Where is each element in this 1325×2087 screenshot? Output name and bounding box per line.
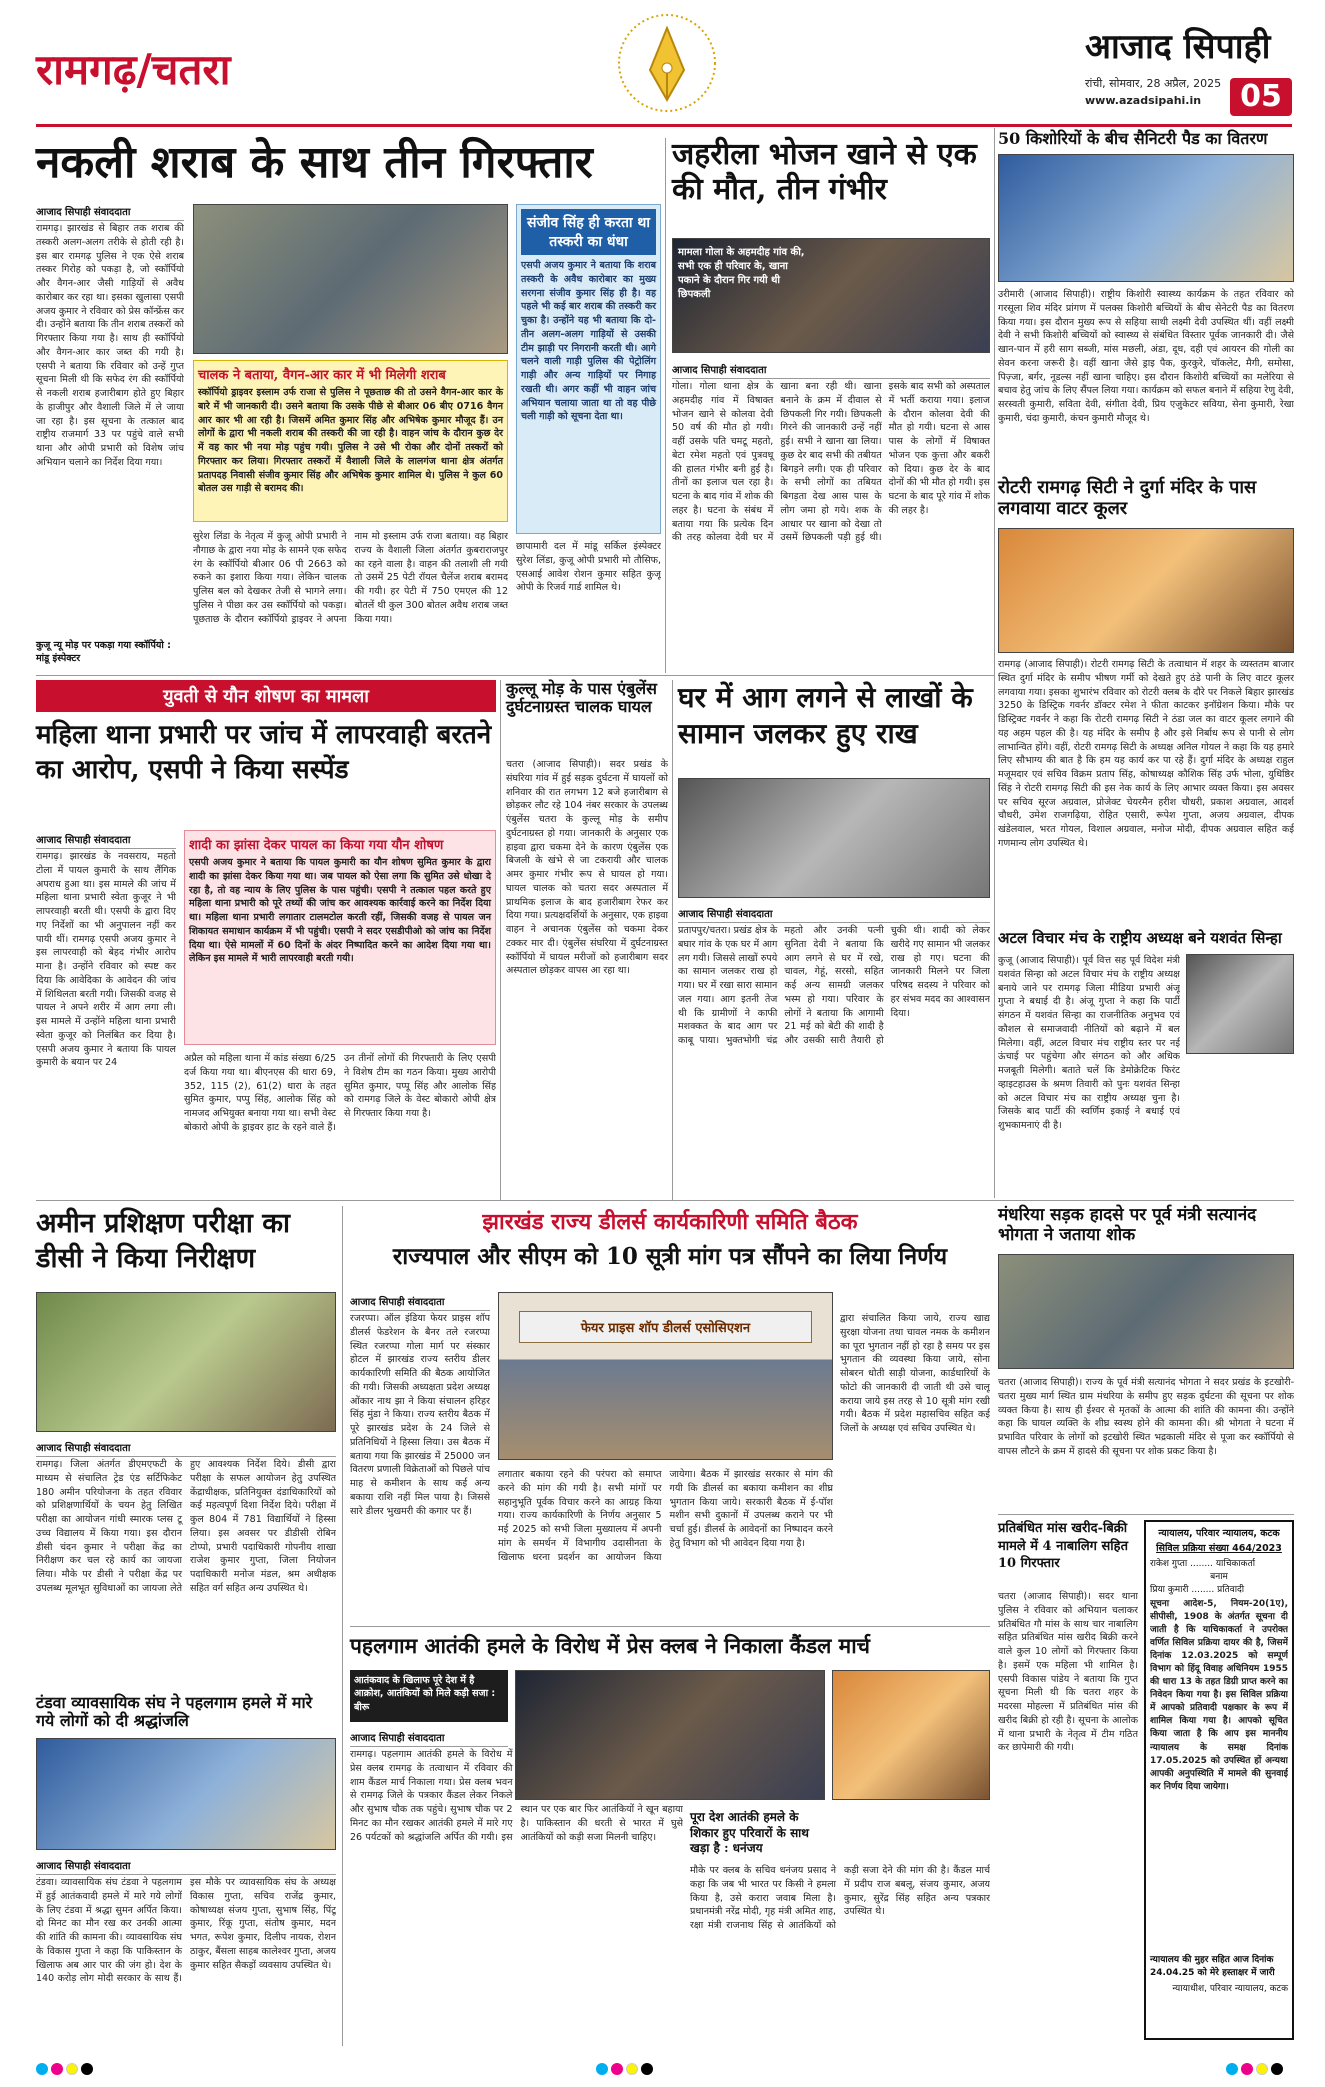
color-dots-left bbox=[36, 2060, 96, 2079]
headline: कुल्लू मोड़ के पास एंबुलेंस दुर्घटनाग्रस्त चालक घायल bbox=[506, 679, 657, 717]
petitioner: राकेश गुप्ता ........ याचिकाकर्ता bbox=[1150, 1559, 1256, 1569]
photo-note: मामला गोला के अहमदीह गांव की, सभी एक ही परिवार के, खाना पकाने के दौरान गिर गयी थी छिपकली bbox=[678, 247, 805, 300]
story-pads bbox=[998, 130, 1294, 475]
column-rule bbox=[994, 128, 995, 1198]
story-bhogta bbox=[998, 1206, 1294, 1511]
news-photo-police bbox=[193, 204, 508, 354]
inset-heading: चालक ने बताया, वैगन-आर कार में भी मिलेगी शराब bbox=[198, 368, 446, 383]
story-body: चतरा (आजाद सिपाही)। सदर थाना पुलिस ने रविवार को अभियान चलाकर प्रतिबंधित गौ मांस के साथ चार नाबालिग सहित प्रतिबंधित मांस खरीद बिक्री करने वाले कुल 10 लोगों को गिरफ्तार किया है। इसमें एक महिला भी शामिल है। एसपी विकास पांडेय ने बताया कि गुप्त सूचना मिली थी कि चतरा शहर के मदरसा मोहल्ला में प्रतिबंधित मांस की खरीद बिक्री हो रही है। सूचना के आलोक में थाना प्रभारी के नेतृत्व में टीम गठित कर छापेमारी की गयी। bbox=[998, 1591, 1138, 1754]
signature: न्यायाधीश, परिवार न्यायालय, कटक bbox=[1172, 1984, 1288, 1994]
masthead-rule bbox=[36, 124, 1292, 127]
story-sexual bbox=[36, 680, 496, 1200]
kicker: झारखंड राज्य डीलर्स कार्यकारिणी समिति बैठक bbox=[482, 1209, 858, 1235]
news-photo-bhogta bbox=[998, 1254, 1294, 1369]
inset-box bbox=[350, 1670, 508, 1722]
story-body-mid: सुरेश लिंडा के नेतृत्व में कुजू ओपी प्रभारी ने नौगाछ के द्वारा नया मोड़ के सामने एक सफेद रंग के स्कॉर्पियो बीआर 06 पी 2663 को रुकने का इशारा किया गया। लेकिन चालक पुलिस बल को देखकर तेजी से भागने लगा। पुलिस ने पीछा कर उस स्कॉर्पियो को पकड़ा। पूछताछ के दौरान स्कॉर्पियो ड्राइवर ने अपना नाम मो इस्लाम उर्फ राजा बताया। वह बिहार राज्य के वैशाली जिला अंतर्गत कुबराराजपुर का रहने वाला है। वाहन की तलाशी ली गयी तो उसमें 25 पेटी रॉयल चैलेंज शराब बरामद की गयी। हर पेटी में 750 एमएल की 12 बोतलें थी कुल 300 बोतल अवैध शराब जब्त किया गया। bbox=[193, 531, 508, 625]
yellow-dot bbox=[626, 2063, 638, 2075]
column-rule bbox=[500, 680, 501, 1200]
inset-heading: शादी का झांसा देकर पायल का किया गया यौन शोषण bbox=[189, 838, 444, 853]
inset-text: स्कॉर्पियो ड्राइवर इस्लाम उर्फ राजा से पुलिस ने पूछताछ की तो उसने वैगन-आर कार के बारे में भी जानकारी दी। उसने बताया कि उसके पीछे से बीआर 06 बीए 0716 वैगन आर कार भी आ रही है। जिसमें अमित कुमार सिंह और अभिषेक कुमार मौजूद हैं। उन लोगों के द्वारा भी नकली शराब की तस्करी की जा रही है। वाहन जांच के दौरान कुछ देर में वह कार भी नया मोड़ पहुंच गयी। पुलिस ने उसे भी रोका और दोनों तस्करों को गिरफ्तार कर लिया। गिरफ्तार तस्करों में वैशाली जिले के लालगंज थाना क्षेत्र अंतर्गत प्रतापदह निवासी संजीव कुमार सिंह और अभिषेक कुमार शामिल थे। पुलिस ने कुल 60 बोतल उस गाड़ी से बरामद की। bbox=[198, 387, 503, 495]
sub-heading: पूरा देश आतंकी हमले के शिकार हुए परिवारों के साथ खड़ा है : धनंजय bbox=[690, 1810, 809, 1856]
story-body: उरीमारी (आजाद सिपाही)। राष्ट्रीय किशोरी स्वास्थ्य कार्यक्रम के तहत रविवार को गरसूला शिव मंदिर प्रांगण में पलक्स किशोरी बच्चियों के बीच सेनेटरी पैड का वितरण किया गया। इस दौरान मुख्य रूप से सहिया साथी लक्ष्मी देवी उपस्थित थीं। वहीं लक्ष्मी देवी ने सभी किशोरी बच्चियों को स्वास्थ्य से संबंधित विस्तार पूर्वक जानकारी दी। जैसे खान-पान में हरी साग सब्जी, मांस मछली, अंडा, दूध, दही एवं आयरन की गोली का सेवन करना जरूरी है। वहीं खाना जैसे ड्राइ पैक, कुरकुरे, चॉकलेट, मैगी, समोसा, पिज़्जा, बर्गर, नूडल्स नहीं खाना चाहिए। इस दौरान किशोरी बच्चियों का मलेरिया से बचाव हेतु जांच के लिए सैंपल लिया गया। कार्यक्रम को सफल बनाने में सहिया रेणु देवी, सरस्वती कुमारी, सविता देवी, संगीता देवी, प्रिय एजुकेटर सविया, सेना कुमारी, रेखा कुमारी, चंदा कुमारी, कंचन कुमारी मौजूद थे। bbox=[998, 289, 1294, 424]
versus: बनाम bbox=[1210, 1572, 1228, 1582]
side-box bbox=[516, 204, 661, 534]
section-title: रामगढ़/चतरा bbox=[36, 45, 231, 94]
story-body-left: रजरप्पा। ऑल इंडिया फेयर प्राइस शॉप डीलर्स फेडरेशन के बैनर तले रजरप्पा स्थित रजरप्पा गोला मार्ग पर संस्कार होटल में झारखंड राज्य स्तरीय डीलर कार्यकारिणी समिति की बैठक आयोजित की गयी। जिसकी अध्यक्षता प्रदेश अध्यक्ष ओंकार नाथ झा ने किया संचालन हरिहर सिंह मुंडा ने किया। राज्य स्तरीय बैठक में पूरे झारखंड प्रदेश के 24 जिले से प्रतिनिधियों ने हिस्सा लिया। उस बैठक में बताया गया कि झारखंड में 25000 जन वितरण प्रणाली विक्रेताओं को पिछले पांच माह से कमीशन के साथ कई अन्य बकाया राशि नहीं मिल पाया है। जिससे सारे डीलर भुखमरी की कगार पर हैं। bbox=[350, 1313, 490, 1517]
news-photo-cooler bbox=[998, 528, 1294, 653]
headline: अटल विचार मंच के राष्ट्रीय अध्यक्ष बने यशवंत सिन्हा bbox=[998, 929, 1282, 947]
color-registration-bar bbox=[36, 2060, 1294, 2076]
respondent: प्रिया कुमारी ........ प्रतिवादी bbox=[1150, 1585, 1245, 1595]
news-photo-candle bbox=[515, 1670, 825, 1800]
story-body-left: रामगढ़। झारखंड के नवसराय, महतो टोला में पायल कुमारी के साथ लैंगिक अपराध हुआ था। इस मामले की जांच में महिला थाना प्रभारी स्वेता कुजूर ने भी लापरवाही बरती थी। एसपी के द्वारा दिए गए निर्देशों का भी अनुपालन नहीं कर पायी थीं। रामगढ़ एसपी अजय कुमार ने इस लापरवाही को बेहद गंभीर आरोप माना है। उन्होंने रविवार को स्पष्ट कर दिया कि आवेदिका के आवेदन की जांच में शिथिलता बरती गयी। जिसकी वजह से पायल ने अपने शरीर में आग लगा ली। इस मामले में उन्होंने महिला थाना प्रभारी स्वेता कुजूर को निलंबित कर दिया है। एसपी अजय कुमार ने बताया कि पायल कुमारी के बयान पर 24 bbox=[36, 851, 176, 1069]
news-photo-exam bbox=[36, 1292, 336, 1432]
news-photo-meeting bbox=[498, 1292, 833, 1460]
cyan-dot bbox=[1226, 2063, 1238, 2075]
black-dot bbox=[81, 2063, 93, 2075]
banner-text: फेयर प्राइस शॉप डीलर्स एसोसिएशन bbox=[519, 1311, 812, 1343]
kicker: युवती से यौन शोषण का मामला bbox=[36, 680, 496, 712]
yellow-dot bbox=[1256, 2063, 1268, 2075]
paper-name: आजाद सिपाही bbox=[1085, 27, 1271, 67]
story-body-left: रामगढ़। झारखंड से बिहार तक शराब की तस्करी अलग-अलग तरीके से होती रही है। इस बार रामगढ़ पुलिस ने एक ऐसे शराब तस्कर गिरोह को पकड़ा है, जो स्कॉर्पियो और वैगन-आर जैसी गाड़ियों से अवैध कारोबार कर रहा था। इसका खुलासा एसपी अजय कुमार ने रविवार को प्रेस कॉन्फ्रेंस कर दी। उन्होंने बताया कि तीन शराब तस्करों को गिरफ्तार किया गया है। साथ ही स्कॉर्पियो और वैगन-आर कार जब्त की गयी है। एसपी ने बताया कि रविवार को उन्हें गुप्त सूचना मिली थी कि सफेद रंग की स्कॉर्पियो से नकली शराब हजारीबाग होते हुए बिहार के हाजीपुर और वैशाली जिले में ले जाया जा रहा है। इस सूचना के तत्काल बाद राष्ट्रीय राजमार्ग 33 पर पहुंचे वाले सभी थाना और ओपी प्रभारी को विशेष जांच अभियान चलाने का निर्देश दिया गया। bbox=[36, 223, 184, 469]
color-dots-mid bbox=[596, 2060, 656, 2079]
notice-text: सूचना आदेश-5, नियम-20(1ए), सीपीसी, 1908 के अंतर्गत सूचना दी जाती है कि याचिकाकर्ता ने उपरोक्त वर्णित सिविल प्रक्रिया दायर की है, जिसमें दिनांक 12.03.2025 को सम्पूर्ण विभाग को हिंदू विवाह अधिनियम 1955 की धारा 13 के तहत डिग्री प्राप्त करने का निवेदन किया गया है। इस सिविल प्रक्रिया में आपको प्रतिवादी पक्षकार के रूप में शामिल किया गया है। आपको सूचित किया जाता है कि आप इस माननीय न्यायालय के समक्ष दिनांक 17.05.2025 को उपस्थित हों अन्यथा आपकी अनुपस्थिति में मामले की सुनवाई कर निर्णय दिया जायेगा। bbox=[1150, 1599, 1288, 1792]
news-photo-tribute bbox=[36, 1738, 336, 1850]
court: न्यायालय, परिवार न्यायालय, कटक bbox=[1158, 1528, 1280, 1539]
story-body: चतरा (आजाद सिपाही)। राज्य के पूर्व मंत्री सत्यानंद भोगता ने सदर प्रखंड के इटखोरी-चतरा मुख्य मार्ग स्थित ग्राम मंधरिया के समीप हुए सड़क दुर्घटना की सूचना पर शोक व्यक्त किया है। साथ ही ईश्वर से मृतकों के आत्मा की शांति की कामना की। उन्होंने कहा कि घायल व्यक्ति के शीघ्र स्वस्थ होने की कामना की। श्री भोगता ने घटना में प्रभावित परिवार के लोगों को इटखोरी स्थित भद्रकाली मंदिर से पूजा कर स्कॉर्पियो से वापस लौटने के क्रम में हादसे की सूचना पर शोक प्रकट किया है। bbox=[998, 1377, 1294, 1457]
headline: जहरीला भोजन खाने से एक की मौत, तीन गंभीर bbox=[672, 137, 977, 207]
inset-box bbox=[184, 830, 496, 1045]
headline: 50 किशोरियों के बीच सैनिटरी पैड का वितरण bbox=[998, 129, 1268, 148]
headline: घर में आग लगने से लाखों के सामान जलकर हुए राख bbox=[678, 681, 973, 751]
story-minor bbox=[998, 1520, 1138, 2040]
story-body: रामगढ़ (आजाद सिपाही)। रोटरी रामगढ़ सिटी के तत्वाधान में शहर के व्यस्ततम बाजार स्थित दुर्गा मंदिर के समीप भीषण गर्मी को देखते हुए ठंडे पानी के लिए वाटर कूलर लगवाया गया। इसका शुभारंभ रविवार को रोटरी क्लब के दौरे पर निकले बिहार झारखंड 3250 के डिस्ट्रिक गवर्नर डॉक्टर रमेश ने फीता काटकर इनॉग्रेशन किया। मौके पर डिस्ट्रिक्ट गवर्नर ने कहा कि रोटरी रामगढ़ सिटी ने ठंडा जल का वाटर कूलर लगाने की यह अहम पहल की है। यह मंदिर के समीप है और इसे निर्बाध रूप से पानी से लोग लाभान्वित होंगे। वहीं, रोटरी रामगढ़ सिटी के अध्यक्ष अनिल गोयल ने कहा कि यह हमारे लिए सौभाग्य की बात है कि हम यह कार्य कर पा रहे हैं। दुर्गा मंदिर के अध्यक्ष राहुल मजूमदार एवं सचिव विक्रम प्रताप सिंह, कोषाध्यक्ष कौशिक सिंह उर्फ भोला, युधिष्ठिर सिंह ने रोटरी रामगढ़ सिटी की इस नेक कार्य के लिए आभार व्यक्त किया। इस अवसर पर सचिव सूरज अग्रवाल, प्रोजेक्ट चेयरमैन हरीश चौधरी, प्रकाश अग्रवाल, आदर्श चौधरी, उमेश राजगढ़िया, रोहित एसारी, रूपेश गुप्ता, अजय अग्रवाल, दीपक खंडेलवाल, भरत गोयल, विशाल अग्रवाल, मनोज मोदी, दीपक अग्रवाल सहित कई गणमान्य लोग उपस्थित थे। bbox=[998, 659, 1294, 849]
headline: पहलगाम आतंकी हमले के विरोध में प्रेस क्लब ने निकाला कैंडल मार्च bbox=[350, 1633, 870, 1658]
masthead bbox=[0, 0, 1325, 128]
column-rule bbox=[342, 1206, 343, 2046]
story-body: रामगढ़। जिला अंतर्गत डीएमएफटी के माध्यम से संचालित ट्रेड एंड सर्टिफिकेट 180 अमीन परियोजना के तहत रविवार को प्रशिक्षणार्थियों के चयन हेतु लिखित परीक्षा का आयोजन गांधी स्मारक प्लस टू उच्च विद्यालय में किया गया। इस दौरान डीसी चंदन कुमार ने परीक्षा केंद्र का निरीक्षण कर चल रहे कार्य का जायजा लिया। मौके पर डीसी ने परीक्षा केंद्र पर उपलब्ध मूलभूत सुविधाओं का जायजा लेते हुए आवश्यक निर्देश दिये। डीसी द्वारा परीक्षा के सफल आयोजन हेतु उपस्थित केंद्राधीक्षक, प्रतिनियुक्त दंडाधिकारियों को कई महत्वपूर्ण दिशा निर्देश दिये। परीक्षा में कुल 804 में 781 विद्यार्थियों ने हिस्सा लिया। इस अवसर पर डीडीसी रोबिन टोप्पो, प्रभारी पदाधिकारी गोपनीय शाखा राजेश कुमार गुप्ता, जिला नियोजन पदाधिकारी मनोज मंडल, श्रम अधीक्षक सहित वर्ग सहित अन्य उपस्थित थे। bbox=[36, 1459, 336, 1594]
byline: आजाद सिपाही संवाददाता bbox=[36, 830, 176, 849]
story-poison bbox=[672, 138, 990, 673]
headline: टंडवा व्यावसायिक संघ ने पहलगाम हमले में मारे गये लोगों को दी श्रद्धांजलि bbox=[36, 1693, 313, 1731]
sub-body: मौके पर क्लब के सचिव धनंजय प्रसाद ने कहा कि जब भी भारत पर किसी ने हमला किया है, उसे करारा जवाब मिला है। प्रधानमंत्री नरेंद्र मोदी, गृह मंत्री अमित शाह, रक्षा मंत्री राजनाथ सिंह से आतंकियों को कड़ी सजा देने की मांग की है। कैंडल मार्च में प्रदीप राज बबलू, संजय कुमार, अजय कुमार, सुरेंद्र सिंह सहित अन्य पत्रकार उपस्थित थे। bbox=[690, 1865, 990, 1932]
row-rule bbox=[36, 675, 994, 676]
row-rule bbox=[998, 1514, 1294, 1515]
row-rule bbox=[350, 1626, 990, 1627]
story-body-far: द्वारा संचालित किया जाये, राज्य खाद्य सुरक्षा योजना तथा चावल नमक के कमीशन का पूरा भुगतान नहीं हो रहा है समय पर इस भुगतान की व्यवस्था किया जाये, सोना सोबरन धोती साड़ी योजना, कार्डधारियों के फोटो की जानकारी दी जाती थी उसे चालू कराया जाये इस तरह से 10 सूत्री मांग रखी गयी। बैठक में प्रदेश महासचिव सहित कई जिलों के अध्यक्ष एवं सचिव उपस्थित थे। bbox=[840, 1313, 990, 1435]
story-kuju bbox=[506, 680, 668, 1200]
side-box-heading: संजीव सिंह ही करता था तस्करी का धंधा bbox=[521, 209, 656, 255]
headline: रोटरी रामगढ़ सिटी ने दुर्गा मंदिर के पास लगवाया वाटर कूलर bbox=[998, 477, 1257, 519]
news-photo-fire bbox=[678, 778, 990, 898]
black-dot bbox=[1271, 2063, 1283, 2075]
column-rule bbox=[672, 680, 673, 1200]
inset-text: आतंकवाद के खिलाफ पूरे देश में है आक्रोश, आतंकियों को मिले कड़ी सजा : बीरू bbox=[354, 1675, 496, 1713]
byline: आजाद सिपाही संवाददाता bbox=[678, 904, 990, 923]
story-body: गोला। गोला थाना क्षेत्र के अहमदीह गांव में विषाक्त भोजन खाने से कोलवा देवी 50 वर्ष की मौत हो गयी। वहीं उसके पति चमटू महतो, बेटा रमेश महतो एवं पुत्रवधू की हालत गंभीर बनी हुई है। तीनों का इलाज चल रहा है। घटना के बाद गांव में शोक की लहर है। घटना के संबंध में बताया गया कि प्रत्येक दिन की तरह कोलवा देवी घर में खाना बना रही थी। खाना बनाने के क्रम में दीवाल से छिपकली गिर गयी। छिपकली गिरने की जानकारी उन्हें नहीं हुई। सभी ने खाना खा लिया। कुछ देर बाद सभी की तबीयत बिगड़ने लगी। एक ही परिवार के सभी लोगों का तबियत बिगड़ता देख आस पास के लोग जमा हो गये। शक के आधार पर खाना को देखा तो उसमें छिपकली पड़ी हुई थी। इसके बाद सभी को अस्पताल में भर्ती कराया गया। इलाज के दौरान कोलवा देवी की मौत हो गयी। घटना से आस पास के लोगों में विषाक्त भोजन एक कुत्ता और बकरी को दिया। कुछ देर के बाद दोनों की भी मौत हो गयी। इस घटना के बाद पूरे गांव में शोक की लहर है। bbox=[672, 381, 990, 544]
headline: मंधरिया सड़क हादसे पर पूर्व मंत्री सत्यानंद भोगता ने जताया शोक bbox=[998, 1205, 1257, 1245]
headline: राज्यपाल और सीएम को 10 सूत्री मांग पत्र सौंपने का लिया निर्णय bbox=[392, 1243, 948, 1270]
page-number: 05 bbox=[1230, 78, 1292, 116]
byline: आजाद सिपाही संवाददाता bbox=[36, 202, 184, 221]
story-cooler bbox=[998, 478, 1294, 928]
headline: महिला थाना प्रभारी पर जांच में लापरवाही बरतने का आरोप, एसपी ने किया सस्पेंड bbox=[36, 720, 492, 786]
story-body: कुजू (आजाद सिपाही)। पूर्व वित्त सह पूर्व विदेश मंत्री यशवंत सिन्हा को अटल विचार मंच के राष्ट्रीय अध्यक्ष बनाये जाने पर रामगढ़ जिला मीडिया प्रभारी अंजू गुप्ता ने बधाई दी है। अंजू गुप्ता ने कहा कि पार्टी संगठन में यशवंत सिन्हा का राजनीतिक अनुभव एवं कौशल से समाजवादी नीतियों को बढ़ाने में बल मिलेगा। वहीं, अटल विचार मंच राष्ट्रीय स्तर पर नई ऊंचाई पर पहुंचेगा और संगठन को और अधिक मजबूती मिलेगी। बताते चलें कि डेमोक्रेटिक फिरंट व्हाइटहाउस के श्रमण तिवारी को पुनः यशवंत सिन्हा को अटल विचार मंच का राष्ट्रीय अध्यक्ष चुना है। जिसके बाद पार्टी की स्वर्णिम इकाई ने बधाई एवं शुभकामनाएं दी है। bbox=[998, 955, 1180, 1132]
pen-nib-icon bbox=[612, 8, 722, 118]
news-photo-girls bbox=[998, 154, 1294, 282]
story-fire bbox=[678, 680, 990, 1200]
yellow-dot bbox=[66, 2063, 78, 2075]
story-body-right: छापामारी दल में मांडू सर्किल इंस्पेक्टर सुरेश लिंडा, कुजू ओपी प्रभारी मो तौसिफ, एसआई आवेश रोशन कुमार सहित कुजू ओपी के रिजर्व गार्ड शामिल थे। bbox=[516, 541, 661, 594]
magenta-dot bbox=[611, 2063, 623, 2075]
row-rule bbox=[36, 1200, 1294, 1201]
headline: नकली शराब के साथ तीन गिरफ्तार bbox=[36, 137, 593, 188]
magenta-dot bbox=[51, 2063, 63, 2075]
story-pahalgam bbox=[350, 1634, 990, 2046]
headline: अमीन प्रशिक्षण परीक्षा का डीसी ने किया निरीक्षण bbox=[36, 1208, 291, 1275]
story-sinha bbox=[998, 930, 1294, 1200]
black-dot bbox=[641, 2063, 653, 2075]
story-exam bbox=[36, 1206, 336, 1691]
story-liquor bbox=[36, 138, 661, 673]
byline: आजाद सिपाही संवाददाता bbox=[36, 1438, 336, 1457]
cyan-dot bbox=[596, 2063, 608, 2075]
inset-text: एसपी अजय कुमार ने बताया कि पायल कुमारी का यौन शोषण सुमित कुमार के द्वारा शादी का झांसा देकर किया गया था। जब पायल को ऐसा लगा कि सुमित उसे धोखा दे रहा है, तो वह न्याय के लिए पुलिस के पास पहुंची। एसपी ने तत्काल पहल करते हुए महिला थाना प्रभारी को पूरे तथ्यों की जांच कर आवश्यक कार्रवाई करने का निर्देश दिया था। महिला थाना प्रभारी लगातार टालमटोल करती रहीं, जिसकी वजह से पायल जन शिकायत समाधान कार्यक्रम में भी पहुंची। एसपी ने सदर एसडीपीओ को जांच का निर्देश दिया था। ऐसे मामलों में 60 दिनों के अंदर निष्पादित करने का आदेश दिया गया था। लेकिन इस मामले में भारी लापरवाही बरती गयी। bbox=[189, 857, 491, 965]
notice-footer: न्यायालय की मुहर सहित आज दिनांक 24.04.25 को मेरे हस्ताक्षर में जारी bbox=[1150, 1955, 1275, 1978]
byline: आजाद सिपाही संवाददाता bbox=[36, 1856, 336, 1875]
story-body: प्रतापपुर/चतरा। प्रखंड क्षेत्र के बघार गांव के एक घर में आग लग गयी। जिससे लाखों रुपये का सामान जलकर राख हो गया। घर में रखा सारा सामान जल गया। आग इतनी तेज थी कि ग्रामीणों ने काफी मशक्कत के बाद आग पर काबू पाया। भुक्तभोगी चंद्र महतो और उनकी पत्नी सुनिता देवी ने बताया कि आग लगने से घर में रखे, चावल, गेहूं, सरसो, सहित कई अन्य सामग्री जलकर भस्म हो गया। परिवार के लोगों ने बताया कि आगामी 21 मई को बेटी की शादी है और उसकी सारी तैयारी हो चुकी थी। शादी को लेकर खरीदे गए सामान भी जलकर राख हो गए। घटना की जानकारी मिलने पर जिला परिषद सदस्य ने परिवार को हर संभव मदद का आश्वासन दिया। bbox=[678, 925, 990, 1047]
magenta-dot bbox=[1241, 2063, 1253, 2075]
column-rule bbox=[665, 138, 666, 673]
color-dots-right bbox=[1226, 2060, 1286, 2079]
side-box-text: एसपी अजय कुमार ने बताया कि शराब तस्करी के अवैध कारोबार का मुख्य सरगना संजीव कुमार सिंह ही है। वह पहले भी कई बार शराब की तस्करी कर चुका है। उन्होंने यह भी बताया कि दो-तीन अलग-अलग गाड़ियों से उसकी टीम झाड़ी पर निगरानी करती थी। आगे चलने वाली गाड़ी पुलिस की पेट्रोलिंग गाड़ी और अन्य गाड़ियों पर निगाह रखती थी। अगर कहीं भी वाहन जांच अभियान चलाया जाता था तो वह पीछे चली गाड़ी को सूचना देता था। bbox=[521, 260, 656, 423]
headline: प्रतिबंधित मांस खरीद-बिक्री मामले में 4 नाबालिग सहित 10 गिरफ्तार bbox=[998, 1521, 1128, 1572]
story-body-right: लगातार बकाया रहने की परंपरा को समाप्त करने की मांग की गयी है। सभी मांगों पर सहानुभूति पूर्वक विचार करने का आग्रह किया गया। राज्य कार्यकारिणी के निर्णय अनुसार 5 मई 2025 को सभी जिला मुख्यालय में अपनी मांग के समर्थन में विभागीय उदासीनता के खिलाफ धरना प्रदर्शन का आयोजन किया जायेगा। बैठक में झारखंड सरकार से मांग की गयी कि डीलर्स का बकाया कमीशन का शीघ्र भुगतान किया जाये। सरकारी बैठक में ई-पॉश मशीन सभी दुकानों में उपलब्ध कराने पर भी चर्चा हुई। डीलर्स के आवेदनों का निष्पादन करने हेतु विभाग को भी आवेदन दिया गया है। bbox=[498, 1469, 833, 1563]
byline: आजाद सिपाही संवाददाता bbox=[350, 1292, 490, 1311]
byline: आजाद सिपाही संवाददाता bbox=[350, 1728, 508, 1747]
photo-caption: कुजू न्यू मोड़ पर पकड़ा गया स्कॉर्पियो : मांडू इंस्पेक्टर bbox=[36, 640, 171, 664]
news-photo-march bbox=[832, 1670, 990, 1800]
website[interactable]: www.azadsipahi.in bbox=[1085, 94, 1202, 107]
dateline: रांची, सोमवार, 28 अप्रैल, 2025 bbox=[1085, 77, 1222, 90]
case-number: सिविल प्रक्रिया संख्या 464/2023 bbox=[1156, 1543, 1282, 1554]
story-tandwa bbox=[36, 1694, 336, 2046]
inset-box bbox=[193, 360, 508, 522]
story-body: टंडवा। व्यावसायिक संघ टंडवा ने पहलगाम में हुई आतंकवादी हमले में मारे गये लोगों के लिए टंडवा में श्रद्धा सुमन अर्पित किया। दो मिनट का मौन रख कर उनकी आत्मा की शांति की कामना की। व्यावसायिक संघ के विकास गुप्ता ने कहा कि पाकिस्तान के खिलाफ अब आर पार की जंग हो। देश के 140 करोड़ लोग मोदी सरकार के साथ हैं। इस मौके पर व्यावसायिक संघ के अध्यक्ष विकास गुप्ता, सचिव राजेंद्र कुमार, कोषाध्यक्ष संजय गुप्ता, सुभाष सिंह, पिंटू कुमार, रिंकू गुप्ता, संतोष कुमार, मदन भगत, रूपेश कुमार, दिलीप नायक, रोशन ठाकुर, बैंसला साहब कालेश्वर गुप्ता, अजय कुमार सहित सैकड़ों व्यवसाय उपस्थित थे। bbox=[36, 1877, 336, 1985]
cyan-dot bbox=[36, 2063, 48, 2075]
story-body-mid: अप्रैल को महिला थाना में कांड संख्या 6/25 दर्ज किया गया था। बीएनएस की धारा 69, 352, 115 (2), 61(2) धारा के तहत सुमित कुमार, पप्पु सिंह, आलोक सिंह को नामजद अभियुक्त बनाया गया था। सभी वेस्ट बोकारो ओपी के ड्राइवर हाट के रहने वाले हैं। उन तीनों लोगों की गिरफ्तारी के लिए एसपी ने विशेष टीम का गठन किया। मुख्य आरोपी सुमित कुमार, पप्पू सिंह और आलोक सिंह को रामगढ़ जिले के वेस्ट बोकारो ओपी क्षेत्र से गिरफ्तार किया गया है। bbox=[184, 1053, 496, 1133]
legal-notice bbox=[1144, 1520, 1294, 2040]
portrait-photo bbox=[1186, 954, 1294, 1054]
story-dealers bbox=[350, 1206, 990, 1624]
byline: आजाद सिपाही संवाददाता bbox=[672, 360, 990, 379]
story-body: रामगढ़। पहलगाम आतंकी हमले के विरोध में प्रेस क्लब रामगढ़ के तत्वाधान में रविवार की शाम कैंडल मार्च निकाला गया। प्रेस क्लब भवन से रामगढ़ जिले के पत्रकार कैंडल लेकर निकले और सुभाष चौक तक पहुंचे। सुभाष चौक पर 2 मिनट का मौन रखकर आतंकी हमले में मारे गए 26 पर्यटकों को श्रद्धांजलि अर्पित की गयी। इस स्थान पर एक बार फिर आतंकियों ने खून बहाया है। पाकिस्तान की धरती से भारत में घुसे आतंकियों को कड़ी सजा मिलनी चाहिए। bbox=[350, 1749, 683, 1843]
story-body: चतरा (आजाद सिपाही)। सदर प्रखंड के संघरिया गांव में हुई सड़क दुर्घटना में घायलों को शनिवार की रात लगभग 12 बजे हजारीबाग से छोड़कर लौट रहे 104 नंबर सरकार के उपलब्ध एंबुलेंस चतरा के कुल्लू मोड़ के समीप दुर्घटनाग्रस्त हो गया। जानकारी के अनुसार एक हाइवा द्वारा चकमा देने के कारण एंबुलेंस एक बिजली के खंभे से जा टकरायी और चालक अमर कुमार गंभीर रूप से घायल हो गया। घायल चालक को चतरा सदर अस्पताल में प्राथमिक इलाज के बाद हजारीबाग रेफर कर दिया गया। प्रत्यक्षदर्शियों के अनुसार, एक हाइवा वाहन ने अचानक एंबुलेंस को चकमा देकर टक्कर मार दी। एंबुलेंस संघरिया में दुर्घटनाग्रस्त स्कॉर्पियो में घायल मरीजों को हजारीबाग सदर अस्पताल छोड़कर वापस आ रहा था। bbox=[506, 759, 668, 977]
